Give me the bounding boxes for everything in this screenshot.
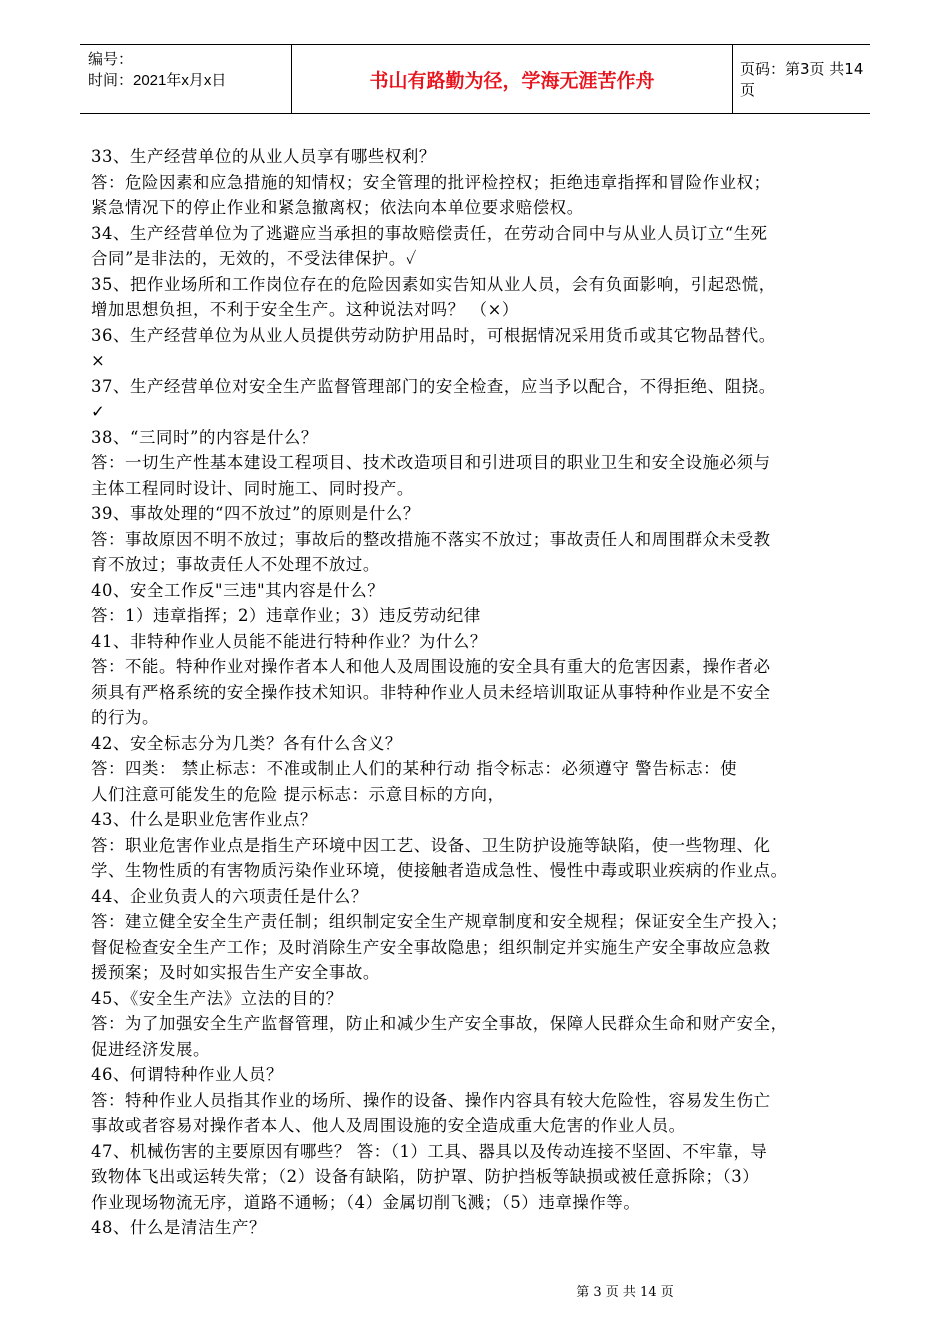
text-line: 答：四类： 禁止标志：不准或制止人们的某种行动 指令标志：必须遵守 警告标志：使: [91, 759, 738, 778]
text-line: 的行为。: [91, 708, 159, 727]
text-line: 36、生产经营单位为从业人员提供劳动防护用品时，可根据情况采用货币或其它物品替代。: [91, 325, 776, 345]
text-line: 事故或者容易对操作者本人、他人及周围设施的安全造成重大危害的作业人员。: [91, 1116, 686, 1135]
text-line: 46、何谓特种作业人员？: [91, 1065, 283, 1084]
text-line: 35、把作业场所和工作岗位存在的危险因素如实告知从业人员，会有负面影响，引起恐慌，: [91, 274, 776, 294]
text-line: ✓: [91, 402, 106, 421]
text-line: ×: [91, 351, 106, 370]
text-line: 育不放过；事故责任人不处理不放过。: [91, 555, 380, 574]
text-line: 答：为了加强安全生产监督管理，防止和减少生产安全事故，保障人民群众生命和财产安全，: [91, 1014, 788, 1033]
text-line: 主体工程同时设计、同时施工、同时投产。: [91, 478, 414, 498]
text-line: 37、生产经营单位对安全生产监督管理部门的安全检查，应当予以配合，不得拒绝、阻挠。: [91, 376, 776, 396]
header-info: [88, 49, 288, 91]
text-line: 人们注意可能发生的危险 提示标志：示意目标的方向，: [91, 784, 505, 804]
text-line: 41、非特种作业人员能不能进行特种作业？为什么？: [91, 631, 487, 651]
text-line: 答：一切生产性基本建设工程项目、技术改造项目和引进项目的职业卫生和安全设施必须与: [91, 453, 771, 472]
text-line: 47、机械伤害的主要原因有哪些？ 答：（1）工具、器具以及传动连接不坚固、不牢靠，导: [91, 1141, 768, 1161]
page-header: [80, 44, 870, 114]
text-line: 33、生产经营单位的从业人员享有哪些权利？: [91, 147, 436, 166]
text-line: 答：事故原因不明不放过；事故后的整改措施不落实不放过；事故责任人和周围群众未受教: [91, 529, 771, 549]
text-line: 答：建立健全安全生产责任制；组织制定安全生产规章制度和安全规程；保证安全生产投入；: [91, 912, 788, 931]
text-line: 促进经济发展。: [91, 1039, 210, 1059]
text-line: 致物体飞出或运转失常；（2）设备有缺陷，防护罩、防护挡板等缺损或被任意拆除；（3）: [91, 1167, 760, 1186]
text-line: 答：特种作业人员指其作业的场所、操作的设备、操作内容具有较大危险性，容易发生伤亡: [91, 1090, 771, 1110]
text-line: 34、生产经营单位为了逃避应当承担的事故赔偿责任，在劳动合同中与从业人员订立“生死: [91, 223, 768, 243]
page-footer: 第 3 页 共 14 页: [576, 1285, 674, 1300]
text-line: 援预案；及时如实报告生产安全事故。: [91, 963, 380, 982]
text-line: 38、“三同时”的内容是什么？: [91, 427, 318, 447]
text-line: 43、什么是职业危害作业点？: [91, 810, 317, 829]
text-line: 答：职业危害作业点是指生产环境中因工艺、设备、卫生防护设施等缺陷，使一些物理、化: [91, 835, 771, 855]
text-line: 39、事故处理的“四不放过”的原则是什么？: [91, 504, 420, 523]
text-line: 答：1）违章指挥；2）违章作业；3）违反劳动纪律: [91, 606, 481, 625]
text-line: 作业现场物流无序，道路不通畅；（4）金属切削飞溅；（5）违章操作等。: [91, 1192, 641, 1212]
text-line: 须具有严格系统的安全操作技术知识。非特种作业人员未经培训取证从事特种作业是不安全: [91, 682, 771, 702]
document-number-label: 编号：: [88, 51, 134, 68]
text-line: 答：危险因素和应急措施的知情权；安全管理的批评检控权；拒绝违章指挥和冒险作业权；: [91, 172, 771, 192]
document-time-label: 时间：2021年x月x日: [88, 72, 227, 89]
text-line: 合同”是非法的，无效的，不受法律保护。✓: [91, 249, 417, 268]
text-line: 督促检查安全生产工作；及时消除生产安全事故隐患；组织制定并实施生产安全事故应急救: [91, 937, 771, 957]
text-line: 增加思想负担，不利于安全生产。这种说法对吗？ （×）: [91, 300, 519, 319]
text-line: 44、企业负责人的六项责任是什么？: [91, 886, 368, 906]
text-line: 48、什么是清洁生产？: [91, 1218, 266, 1237]
text-line: 45、《安全生产法》立法的目的？: [91, 988, 343, 1008]
text-line: 40、安全工作反"三违"其内容是什么？: [91, 580, 385, 600]
header-page-label: 页码：第3页 共14页: [740, 60, 864, 99]
document-body: [91, 144, 861, 1241]
text-line: 答：不能。特种作业对操作者本人和他人及周围设施的安全具有重大的危害因素，操作者必: [91, 657, 771, 676]
text-line: 紧急情况下的停止作业和紧急撤离权；依法向本单位要求赔偿权。: [91, 198, 584, 217]
text-line: 42、安全标志分为几类？各有什么含义？: [91, 733, 402, 753]
text-line: 学、生物性质的有害物质污染作业环境，使接触者造成急性、慢性中毒或职业疾病的作业点。: [91, 861, 788, 880]
header-motto: 书山有路勤为径，学海无涯苦作舟: [291, 45, 733, 113]
